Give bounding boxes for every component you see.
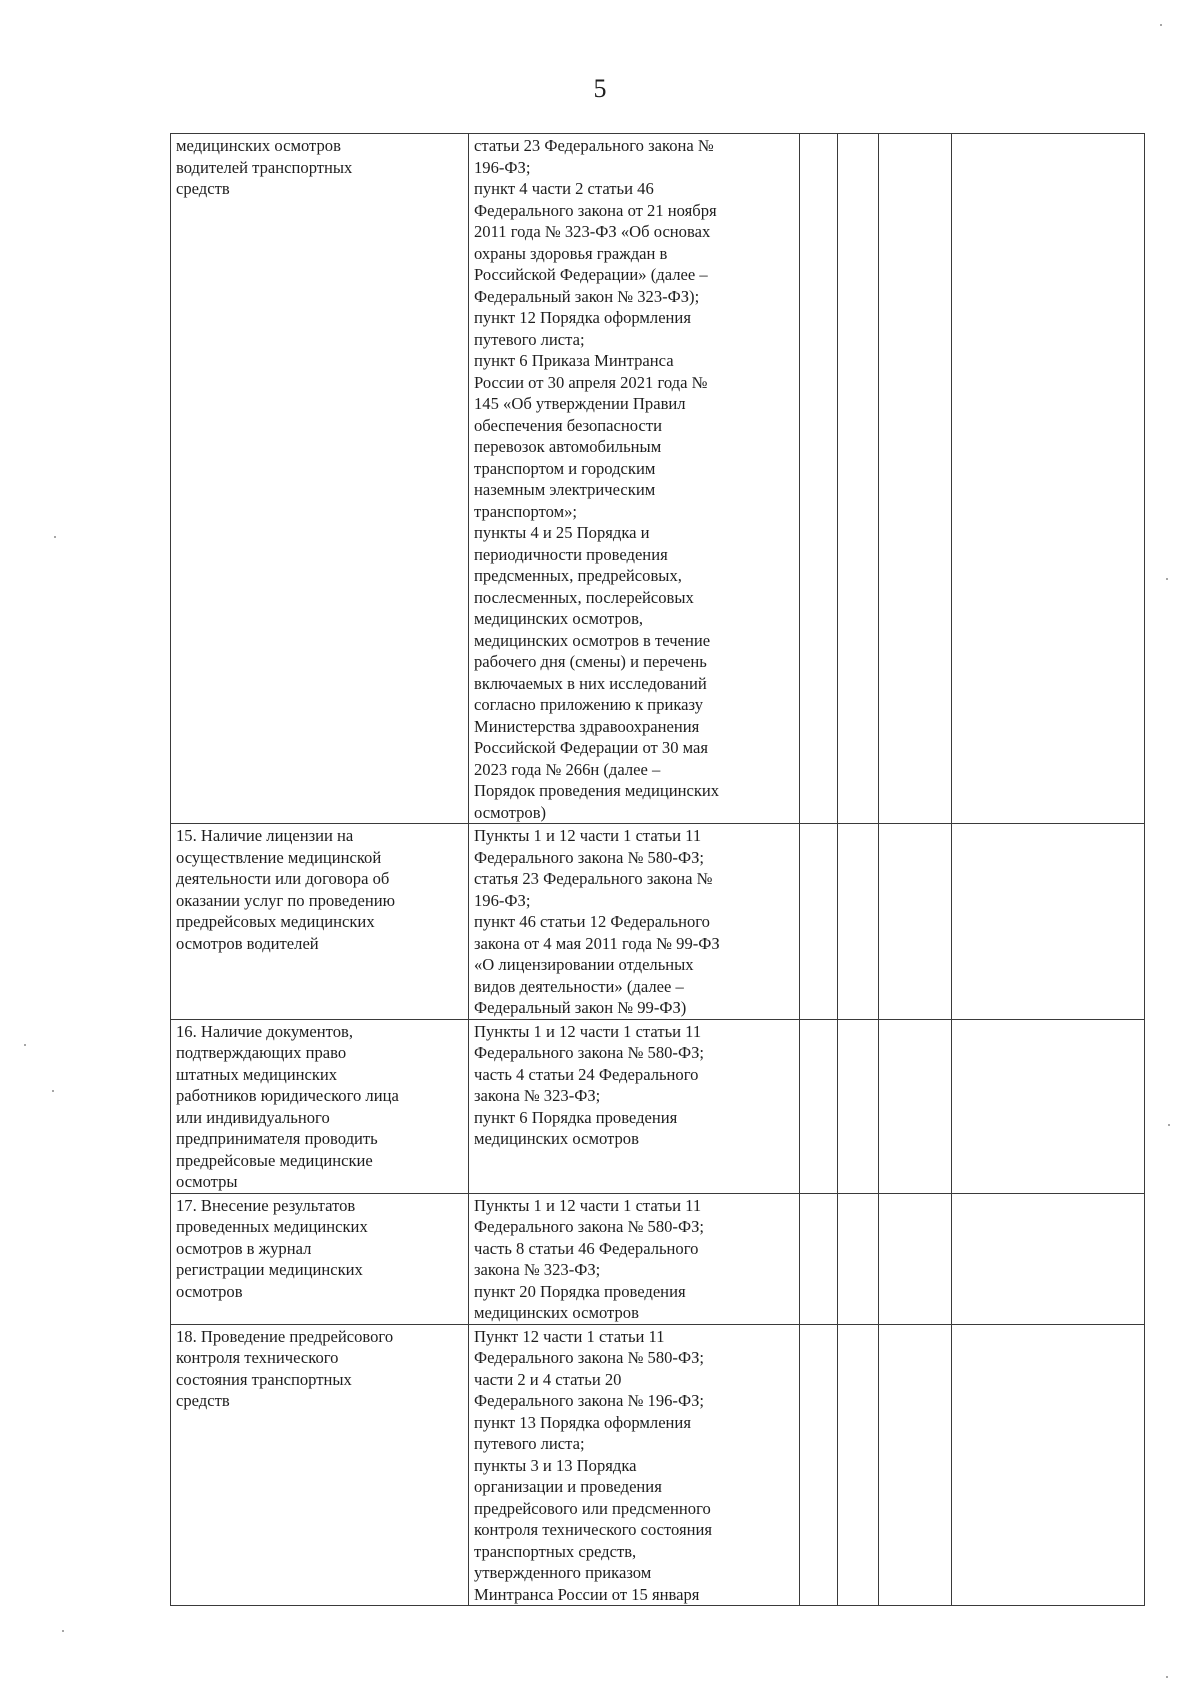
- legal-basis-cell: [469, 824, 800, 1020]
- legal-basis-line: Пункты 1 и 12 части 1 статьи 11: [474, 826, 702, 845]
- legal-basis-line: Федерального закона № 196-ФЗ;: [474, 1391, 704, 1410]
- legal-basis-line: Федеральный закон № 323-ФЗ);: [474, 286, 700, 306]
- requirement-line: деятельности или договора об: [176, 869, 390, 888]
- requirement-line: проведенных медицинских: [176, 1217, 368, 1236]
- requirement-cell: [171, 134, 469, 824]
- requirement-line: контроля технического: [176, 1348, 339, 1367]
- legal-basis-line: видов деятельности» (далее –: [474, 976, 684, 996]
- legal-basis-line: Порядок проведения медицинских: [474, 781, 720, 800]
- legal-basis-line: медицинских осмотров в течение: [474, 630, 711, 650]
- requirement-cell: [171, 1019, 469, 1193]
- scan-speck: [1166, 1676, 1168, 1678]
- empty-cell: [800, 1193, 838, 1324]
- requirement-line: 16. Наличие документов,: [176, 1021, 353, 1041]
- table-row: [171, 1193, 1145, 1324]
- legal-basis-line: медицинских осмотров,: [474, 609, 644, 628]
- empty-cell: [838, 1324, 879, 1606]
- legal-basis-cell: [469, 1019, 800, 1193]
- legal-basis-line: часть 8 статьи 46 Федерального: [474, 1238, 699, 1258]
- scan-speck: [24, 1044, 26, 1046]
- legal-basis-line: пункт 6 Приказа Минтранса: [474, 351, 674, 370]
- table-row: [171, 824, 1145, 1020]
- empty-cell: [879, 1019, 952, 1193]
- requirement-line: 17. Внесение результатов: [176, 1195, 356, 1215]
- legal-basis-line: закона от 4 мая 2011 года № 99-ФЗ: [474, 933, 720, 953]
- legal-basis-line: охраны здоровья граждан в: [474, 243, 668, 263]
- requirement-line: 15. Наличие лицензии на: [176, 826, 354, 845]
- legal-basis-line: обеспечения безопасности: [474, 415, 662, 435]
- requirement-line: средств: [176, 1391, 230, 1410]
- legal-basis-line: согласно приложению к приказу: [474, 695, 704, 714]
- legal-basis-line: закона № 323-ФЗ;: [474, 1086, 601, 1105]
- empty-cell: [952, 1193, 1145, 1324]
- legal-basis-line: пункты 4 и 25 Порядка и: [474, 523, 650, 542]
- legal-basis-line: 145 «Об утверждении Правил: [474, 394, 686, 413]
- table-row: [171, 1324, 1145, 1606]
- legal-basis-line: медицинских осмотров: [474, 1129, 639, 1148]
- legal-basis-line: организации и проведения: [474, 1477, 662, 1496]
- legal-basis-line: осмотров): [474, 802, 547, 822]
- requirement-line: штатных медицинских: [176, 1064, 338, 1084]
- requirement-line: подтверждающих право: [176, 1043, 347, 1062]
- scan-speck: [1160, 24, 1162, 26]
- legal-basis-line: медицинских осмотров: [474, 1303, 639, 1322]
- legal-basis-line: 2023 года № 266н (далее –: [474, 759, 661, 779]
- empty-cell: [838, 134, 879, 824]
- legal-basis-line: пункты 3 и 13 Порядка: [474, 1455, 637, 1475]
- legal-basis-line: Пункт 12 части 1 статьи 11: [474, 1326, 665, 1346]
- requirement-line: 18. Проведение предрейсового: [176, 1326, 394, 1346]
- requirement-line: осмотры: [176, 1172, 238, 1191]
- legal-basis-line: наземным электрическим: [474, 480, 656, 499]
- legal-basis-line: контроля технического состояния: [474, 1520, 713, 1539]
- legal-basis-line: Минтранса России от 15 января: [474, 1584, 700, 1604]
- legal-basis-line: 2011 года № 323-ФЗ «Об основах: [474, 222, 711, 241]
- table-row: [171, 134, 1145, 824]
- legal-basis-line: пункт 13 Порядка оформления: [474, 1412, 691, 1432]
- legal-basis-line: Пункты 1 и 12 части 1 статьи 11: [474, 1021, 702, 1041]
- legal-basis-line: транспортом»;: [474, 501, 578, 521]
- legal-basis-line: транспортных средств,: [474, 1541, 637, 1561]
- empty-cell: [838, 1019, 879, 1193]
- legal-basis-line: послесменных, послерейсовых: [474, 587, 694, 607]
- legal-basis-line: России от 30 апреля 2021 года №: [474, 372, 708, 392]
- empty-cell: [952, 1324, 1145, 1606]
- legal-basis-line: пункт 4 части 2 статьи 46: [474, 179, 654, 198]
- empty-cell: [838, 1193, 879, 1324]
- requirement-cell: [171, 824, 469, 1020]
- legal-basis-line: рабочего дня (смены) и перечень: [474, 652, 707, 671]
- scan-speck: [52, 1090, 54, 1092]
- legal-basis-cell: [469, 1324, 800, 1606]
- empty-cell: [879, 134, 952, 824]
- requirement-line: осмотров водителей: [176, 933, 319, 953]
- legal-basis-line: 196-ФЗ;: [474, 157, 531, 177]
- empty-cell: [838, 824, 879, 1020]
- page-number: 5: [593, 74, 607, 103]
- legal-basis-line: Федерального закона № 580-ФЗ;: [474, 847, 704, 867]
- scan-speck: [1168, 1124, 1170, 1126]
- legal-basis-line: Федерального закона № 580-ФЗ;: [474, 1217, 704, 1236]
- scan-speck: [54, 536, 56, 538]
- requirement-line: состояния транспортных: [176, 1369, 352, 1389]
- legal-basis-cell: [469, 1193, 800, 1324]
- legal-basis-line: путевого листа;: [474, 1434, 585, 1453]
- empty-cell: [879, 824, 952, 1020]
- legal-basis-line: Федерального закона от 21 ноября: [474, 200, 717, 220]
- requirement-line: осмотров: [176, 1281, 243, 1301]
- legal-basis-line: пункт 12 Порядка оформления: [474, 308, 691, 327]
- legal-basis-line: предрейсового или предсменного: [474, 1498, 711, 1518]
- requirement-line: водителей транспортных: [176, 157, 353, 177]
- legal-basis-line: Пункты 1 и 12 части 1 статьи 11: [474, 1195, 702, 1215]
- legal-basis-line: Федерального закона № 580-ФЗ;: [474, 1043, 704, 1062]
- requirement-line: или индивидуального: [176, 1107, 330, 1127]
- requirement-line: работников юридического лица: [176, 1086, 399, 1105]
- empty-cell: [800, 824, 838, 1020]
- requirement-line: средств: [176, 179, 230, 198]
- legal-basis-line: перевозок автомобильным: [474, 437, 662, 456]
- empty-cell: [952, 134, 1145, 824]
- empty-cell: [800, 1324, 838, 1606]
- checklist-table: [170, 133, 1145, 1606]
- legal-basis-line: утвержденного приказом: [474, 1563, 652, 1582]
- legal-basis-line: Федерального закона № 580-ФЗ;: [474, 1348, 704, 1367]
- legal-basis-line: «О лицензировании отдельных: [474, 955, 694, 974]
- requirement-line: медицинских осмотров: [176, 136, 341, 155]
- empty-cell: [879, 1193, 952, 1324]
- legal-basis-line: Российской Федерации от 30 мая: [474, 738, 709, 757]
- legal-basis-line: статья 23 Федерального закона №: [474, 869, 713, 888]
- requirement-line: предпринимателя проводить: [176, 1129, 378, 1148]
- empty-cell: [800, 134, 838, 824]
- requirement-cell: [171, 1193, 469, 1324]
- requirement-line: регистрации медицинских: [176, 1260, 363, 1279]
- empty-cell: [879, 1324, 952, 1606]
- legal-basis-line: путевого листа;: [474, 329, 585, 349]
- legal-basis-line: пункт 20 Порядка проведения: [474, 1281, 686, 1301]
- legal-basis-line: транспортом и городским: [474, 458, 656, 478]
- legal-basis-line: пункт 6 Порядка проведения: [474, 1107, 678, 1127]
- legal-basis-line: Министерства здравоохранения: [474, 716, 700, 736]
- requirement-line: предрейсовые медицинские: [176, 1150, 373, 1170]
- scan-speck: [1166, 578, 1168, 580]
- empty-cell: [800, 1019, 838, 1193]
- legal-basis-line: включаемых в них исследований: [474, 673, 707, 693]
- table-row: [171, 1019, 1145, 1193]
- legal-basis-line: 196-ФЗ;: [474, 890, 531, 910]
- requirement-line: осмотров в журнал: [176, 1238, 312, 1258]
- empty-cell: [952, 824, 1145, 1020]
- legal-basis-line: периодичности проведения: [474, 544, 668, 564]
- scan-speck: [62, 1630, 64, 1632]
- legal-basis-cell: [469, 134, 800, 824]
- requirement-line: оказании услуг по проведению: [176, 890, 396, 910]
- empty-cell: [952, 1019, 1145, 1193]
- legal-basis-line: закона № 323-ФЗ;: [474, 1260, 601, 1279]
- legal-basis-line: Российской Федерации» (далее –: [474, 265, 708, 284]
- legal-basis-line: предсменных, предрейсовых,: [474, 566, 682, 585]
- requirement-line: осуществление медицинской: [176, 847, 382, 867]
- requirement-line: предрейсовых медицинских: [176, 912, 375, 931]
- legal-basis-line: части 2 и 4 статьи 20: [474, 1369, 622, 1389]
- requirement-cell: [171, 1324, 469, 1606]
- legal-basis-line: пункт 46 статьи 12 Федерального: [474, 912, 710, 931]
- legal-basis-line: Федеральный закон № 99-ФЗ): [474, 998, 687, 1017]
- legal-basis-line: статьи 23 Федерального закона №: [474, 136, 714, 155]
- legal-basis-line: часть 4 статьи 24 Федерального: [474, 1064, 699, 1084]
